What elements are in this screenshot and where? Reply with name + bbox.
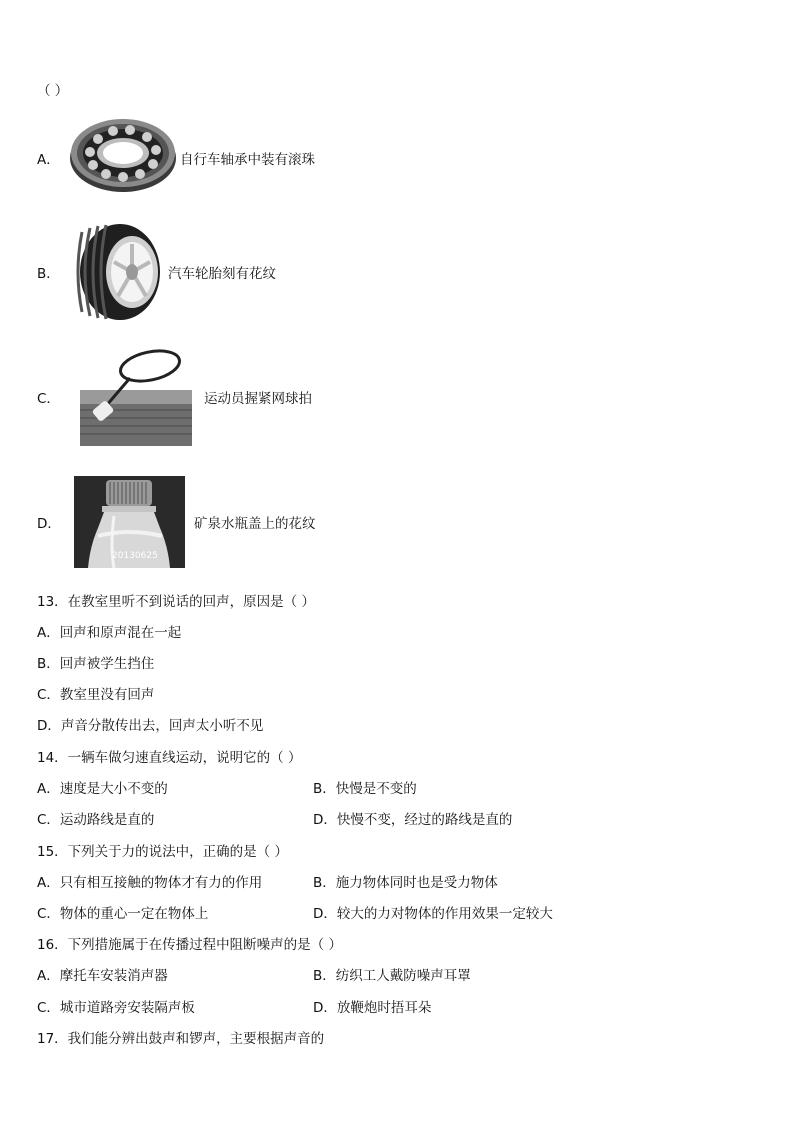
bearing-image xyxy=(68,112,178,194)
q14-stem: 14．一辆车做匀速直线运动，说明它的（ ） xyxy=(37,750,302,766)
q13-option-d: D．声音分散传出去，回声太小听不见 xyxy=(37,718,264,734)
option-c-text: 运动员握紧网球拍 xyxy=(204,391,312,407)
q14-option-b: B．快慢是不变的 xyxy=(313,781,417,797)
bottle-date-label: 20130625 xyxy=(112,551,158,561)
q16-stem: 16．下列措施属于在传播过程中阻断噪声的是（ ） xyxy=(37,937,342,953)
q13-stem: 13．在教室里听不到说话的回声，原因是（ ） xyxy=(37,594,315,610)
option-d-letter: D． xyxy=(37,516,61,532)
q14-option-a: A．速度是大小不变的 xyxy=(37,781,168,797)
tennis-racket-image xyxy=(80,348,192,446)
q13-option-c: C．教室里没有回声 xyxy=(37,687,155,703)
option-a-letter: A． xyxy=(37,152,60,168)
question-paren: （ ） xyxy=(37,83,69,99)
option-d-text: 矿泉水瓶盖上的花纹 xyxy=(194,516,316,532)
q15-option-c: C．物体的重心一定在物体上 xyxy=(37,906,209,922)
q16-option-b: B．纺织工人戴防噪声耳罩 xyxy=(313,968,471,984)
q15-option-d: D．较大的力对物体的作用效果一定较大 xyxy=(313,906,553,922)
q15-option-a: A．只有相互接触的物体才有力的作用 xyxy=(37,875,263,891)
q15-stem: 15．下列关于力的说法中，正确的是（ ） xyxy=(37,844,288,860)
q16-option-a: A．摩托车安装消声器 xyxy=(37,968,168,984)
option-b-letter: B． xyxy=(37,266,60,282)
q13-option-b: B．回声被学生挡住 xyxy=(37,656,155,672)
q13-option-a: A．回声和原声混在一起 xyxy=(37,625,182,641)
option-b-text: 汽车轮胎刻有花纹 xyxy=(168,266,276,282)
option-c-letter: C． xyxy=(37,391,60,407)
tire-image xyxy=(70,222,162,322)
bottle-cap-image xyxy=(74,476,185,568)
option-a-text: 自行车轴承中装有滚珠 xyxy=(180,152,315,168)
q14-option-d: D．快慢不变，经过的路线是直的 xyxy=(313,812,513,828)
q16-option-d: D．放鞭炮时捂耳朵 xyxy=(313,1000,432,1016)
q17-stem: 17．我们能分辨出鼓声和锣声，主要根据声音的 xyxy=(37,1031,325,1047)
q14-option-c: C．运动路线是直的 xyxy=(37,812,155,828)
q16-option-c: C．城市道路旁安装隔声板 xyxy=(37,1000,195,1016)
q15-option-b: B．施力物体同时也是受力物体 xyxy=(313,875,498,891)
